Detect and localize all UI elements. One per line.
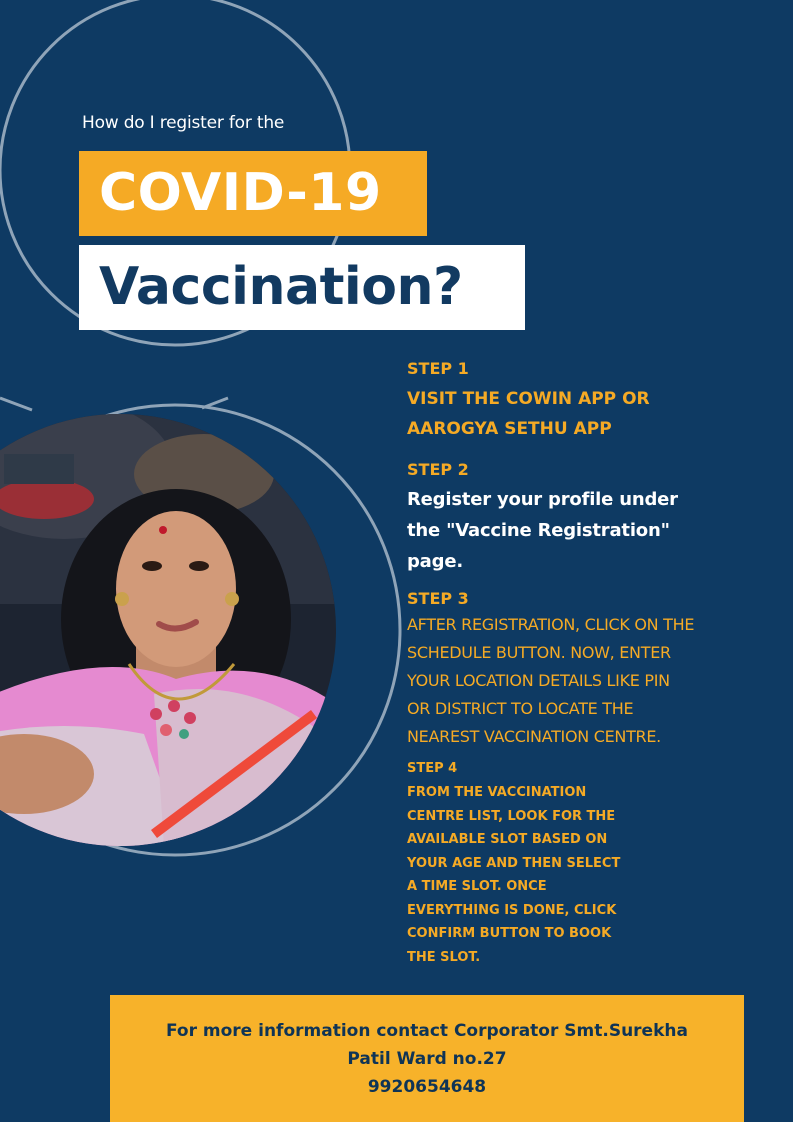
step4-text: FROM THE VACCINATION CENTRE LIST, LOOK FOR THE AVAILABLE SLOT BASED ON YOUR AGE AND THEN SELECT A TIME SLOT. ONCE EVERYTHING IS DONE, CLICK CONFIRM BUTTON TO BOOK THE SLOT. (407, 785, 621, 965)
title-box-covid (79, 151, 427, 236)
step4-heading: STEP 4 (407, 761, 458, 776)
footer-phone: 9920654648 (367, 1077, 487, 1097)
contact-footer (110, 995, 744, 1122)
step2-text: Register your profile under the "Vaccine Registration" page. (407, 489, 678, 572)
title-vaccination: Vaccination? (99, 257, 463, 317)
title-box-vaccination (79, 245, 525, 330)
step2-heading: STEP 2 (407, 460, 469, 479)
footer-contact-line2: Patil Ward no.27 (347, 1049, 507, 1069)
step1-text: VISIT THE COWIN APP OR AAROGYA SETHU APP (407, 389, 650, 439)
title-covid: COVID-19 (99, 163, 382, 223)
step3-text: AFTER REGISTRATION, CLICK ON THE SCHEDULE BUTTON. NOW, ENTER YOUR LOCATION DETAILS LIKE PIN OR DISTRICT TO LOCATE THE NEAREST VACCINATION CENTRE. (407, 615, 695, 746)
step1-heading: STEP 1 (407, 359, 469, 378)
intro-text: How do I register for the (82, 113, 285, 133)
registration-steps (407, 360, 737, 969)
step3-heading: STEP 3 (407, 589, 469, 608)
footer-contact-line1: For more information contact Corporator Smt.Surekha (166, 1021, 688, 1041)
